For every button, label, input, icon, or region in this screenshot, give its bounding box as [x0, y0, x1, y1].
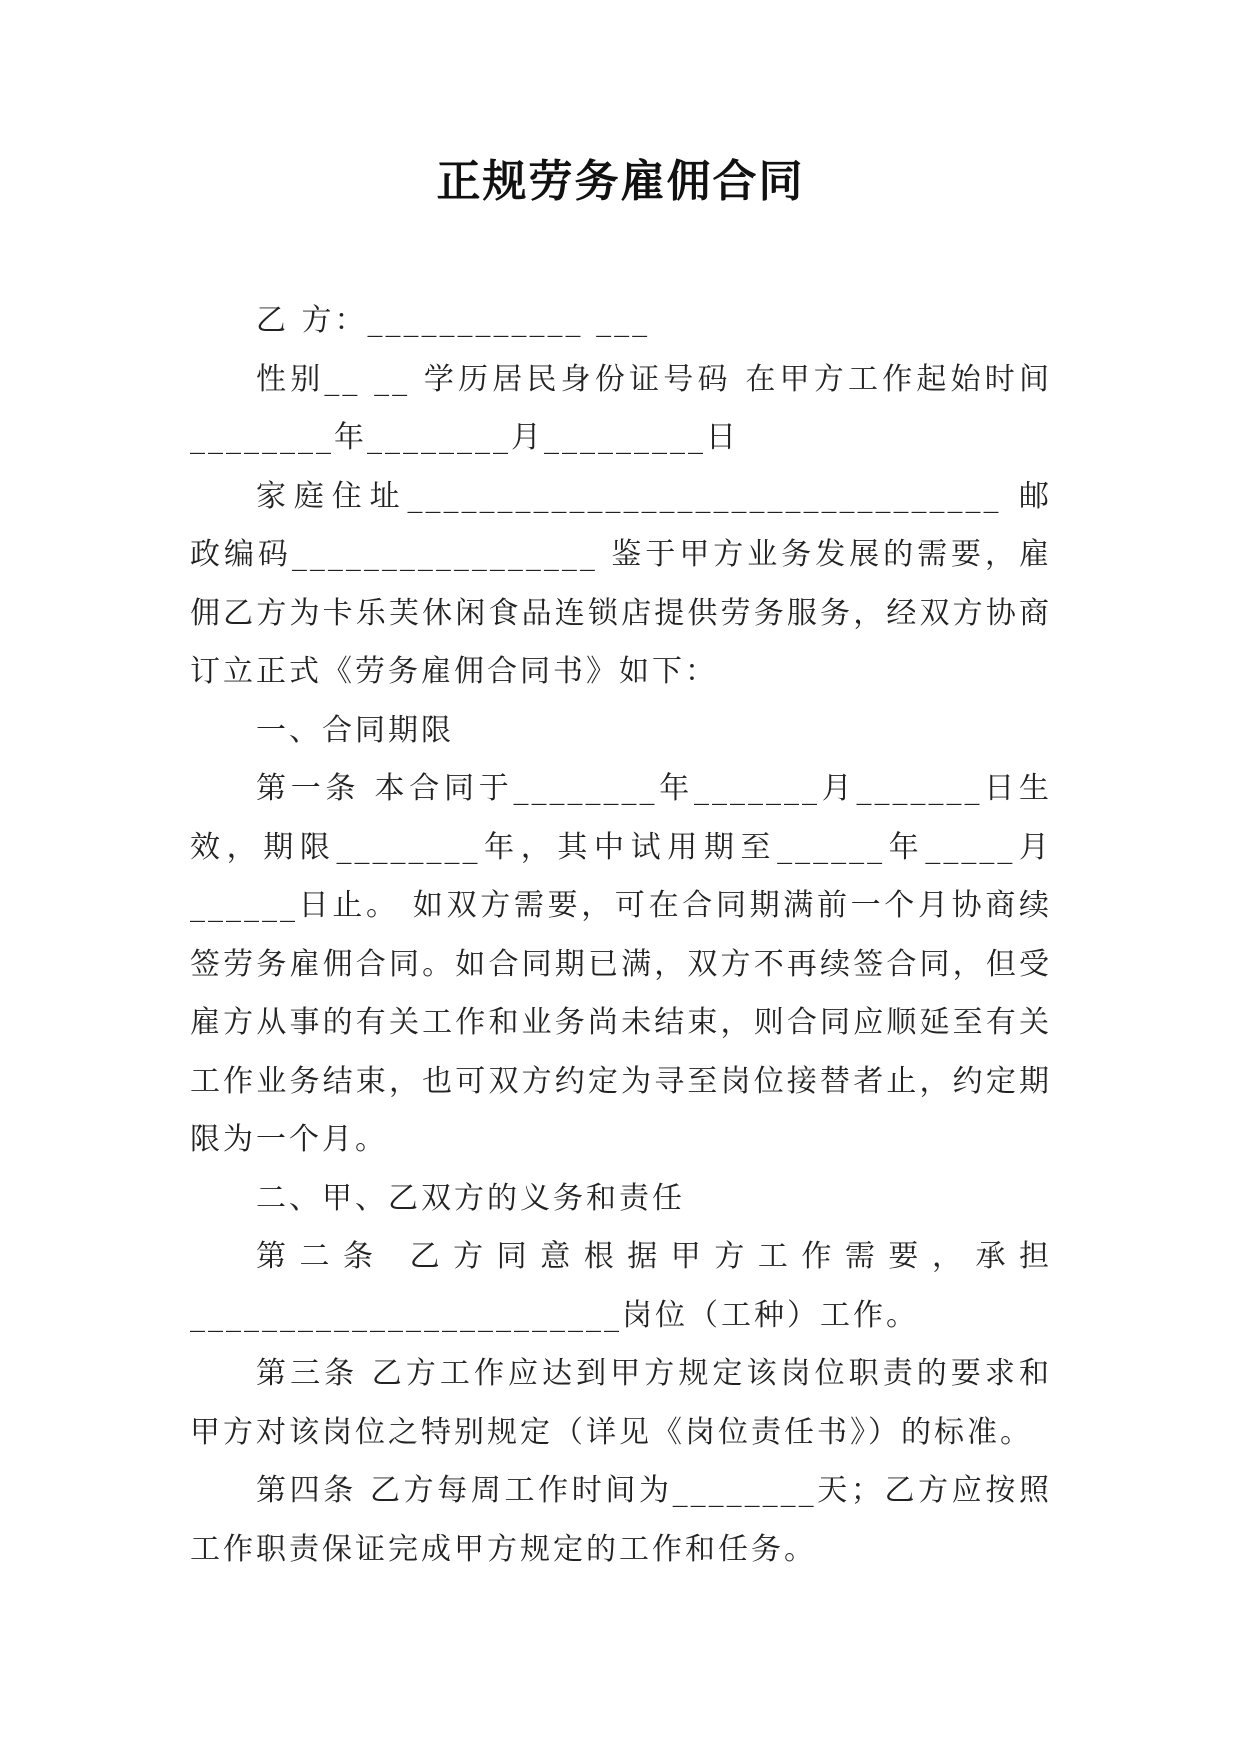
- party-b-line: 乙 方：____________ ___: [256, 303, 651, 338]
- article-2: 第二条 乙方同意根据甲方工作需要，承担________________________岗位（工种）工作。: [190, 1239, 1052, 1333]
- article-3: 第三条 乙方工作应达到甲方规定该岗位职责的要求和甲方对该岗位之特别规定（详见《岗位责任书》）的标准。: [190, 1356, 1052, 1450]
- section-heading-duties: 二、甲、乙双方的义务和责任: [256, 1180, 685, 1216]
- document-title: 正规劳务雇佣合同: [436, 156, 805, 207]
- address-and-preamble: 家庭住址_________________________________ 邮政编码_________________ 鉴于甲方业务发展的需要，雇佣乙方为卡乐芙休闲食品连锁店提供劳务服务，经双方协商订立正式《劳务雇佣合同书》如下：: [190, 478, 1052, 689]
- party-b-info: 性别__ __ 学历居民身份证号码 在甲方工作起始时间 ________年________月_________日: [190, 361, 1052, 455]
- article-1: 第一条 本合同于________年_______月_______日生效，期限________年，其中试用期至______年_____月______日止。 如双方需要，可在合同期满前一个月协商续签劳务雇佣合同。如合同期已满，双方不再续签合同，但受雇方从事的有关工作和业务尚未结束，则合同应顺延至有关工作业务结束，也可双方约定为寻至岗位接替者止，约定期限为一个月。: [190, 771, 1052, 1157]
- section-heading-term: 一、合同期限: [256, 712, 454, 748]
- article-4: 第四条 乙方每周工作时间为________天；乙方应按照工作职责保证完成甲方规定的工作和任务。: [190, 1473, 1052, 1567]
- document-body: [190, 292, 1052, 1579]
